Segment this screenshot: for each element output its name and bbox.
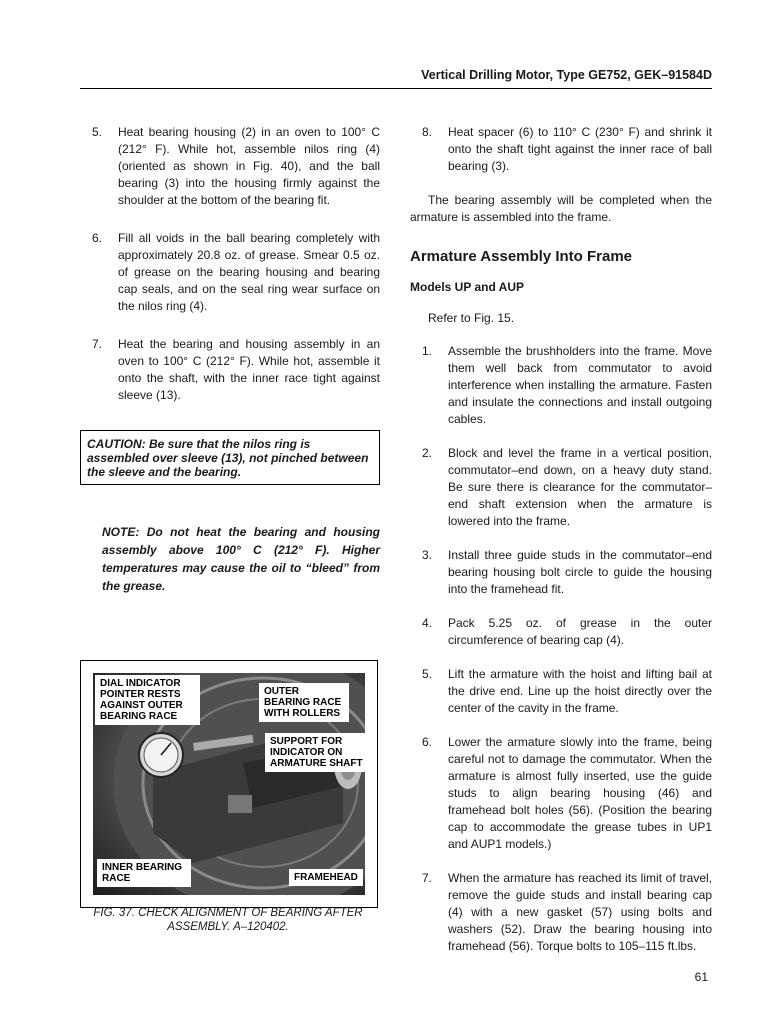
step-text: Block and level the frame in a vertical position, commutator–end down, on a heavy duty stand. Be sure there is clearance for the commutator–end shaft extension when the armature is lowered into the frame. (448, 446, 712, 528)
note-text: NOTE: Do not heat the bearing and housing assembly above 100° C (212° F). Higher temperatures may cause the oil to “bleed” from the grease. (102, 525, 380, 593)
step-text: Heat spacer (6) to 110° C (230° F) and shrink it onto the shaft tight against the inner race of ball bearing (3). (448, 125, 712, 173)
step-item (410, 615, 712, 649)
callout-support: SUPPORT FOR INDICATOR ON ARMATURE SHAFT (265, 733, 365, 772)
step-item (410, 547, 712, 598)
step-number: 5. (92, 125, 103, 139)
step-number: 3. (422, 548, 433, 562)
callout-outer-race: OUTER BEARING RACE WITH ROLLERS (259, 683, 349, 722)
subsection-title: Models UP and AUP (410, 280, 525, 294)
step-number: 7. (92, 337, 103, 351)
step-number: 4. (422, 616, 433, 630)
figure-caption: FIG. 37. CHECK ALIGNMENT OF BEARING AFTER ASSEMBLY. A–120402. (93, 907, 363, 933)
step-text: Assemble the brushholders into the frame. Move them well back from commutator to avoid interference when installing the armature. Fasten and insulate the connections and install outgoing cables. (448, 344, 712, 426)
left-column (80, 124, 380, 595)
step-item (410, 445, 712, 530)
step-number: 6. (92, 231, 103, 245)
step-item (80, 230, 380, 315)
step-text: Install three guide studs in the commutator–end bearing housing bolt circle to guide the housing into the framehead fit. (448, 548, 712, 596)
step-number: 2. (422, 446, 433, 460)
step-text: Lower the armature slowly into the frame, being careful not to damage the commutator. When the armature is almost fully inserted, use the guide studs to align bearing housing (46) and framehead bolt holes (56). (Position the bearing cap to accommodate the grease tubes in UP1 and AUP1 models.) (448, 735, 712, 851)
step-text: Heat the bearing and housing assembly in an oven to 100° C (212° F). While hot, assemble it onto the shaft, with the inner race tight against sleeve (13). (118, 337, 380, 402)
step-number: 5. (422, 667, 433, 681)
running-header: Vertical Drilling Motor, Type GE752, GEK–91584D (80, 68, 712, 89)
step-text: Lift the armature with the hoist and lifting bail at the drive end. Line up the hoist directly over the center of the cavity in the frame. (448, 667, 712, 715)
step-item (410, 343, 712, 428)
section-title: Armature Assembly Into Frame (410, 248, 633, 265)
right-column (410, 124, 712, 972)
step-number: 8. (422, 125, 433, 139)
refer-text: Refer to Fig. 15. (428, 311, 515, 325)
step-item (410, 124, 712, 175)
step-text: When the armature has reached its limit of travel, remove the guide studs and install bearing cap (4) with a new gasket (57) using bolts and washers (52). Draw the bearing housing into framehead (56). Torque bolts to 105–115 ft.lbs. (448, 871, 712, 953)
callout-dial-indicator: DIAL INDICATOR POINTER RESTS AGAINST OUTER BEARING RACE (95, 675, 200, 725)
step-number: 7. (422, 871, 433, 885)
caution-box: CAUTION: Be sure that the nilos ring is assembled over sleeve (13), not pinched between the sleeve and the bearing. (80, 430, 380, 485)
step-item (80, 124, 380, 209)
callout-inner-race: INNER BEARING RACE (97, 859, 191, 887)
body-paragraph: The bearing assembly will be completed when the armature is assembled into the frame. (410, 193, 712, 224)
figure-37 (80, 660, 378, 908)
step-text: Pack 5.25 oz. of grease in the outer circumference of bearing cap (4). (448, 616, 712, 647)
step-item (410, 870, 712, 955)
step-number: 1. (422, 344, 433, 358)
page-number: 61 (694, 970, 708, 984)
step-text: Fill all voids in the ball bearing completely with approximately 20.8 oz. of grease. Smear 0.5 oz. of grease on the bearing housing and bearing cap seals, and on the seal ring wear surface on the nilos ring (4). (118, 231, 380, 313)
callout-framehead: FRAMEHEAD (289, 869, 363, 886)
step-item (410, 666, 712, 717)
step-text: Heat bearing housing (2) in an oven to 100° C (212° F). While hot, assemble nilos ring (4) (oriented as shown in Fig. 40), and the ball bearing (3) into the housing firmly against the shoulder at the bottom of the bearing fit. (118, 125, 380, 207)
step-item (410, 734, 712, 853)
bearing-photo (93, 673, 365, 895)
step-item (80, 336, 380, 404)
step-number: 6. (422, 735, 433, 749)
